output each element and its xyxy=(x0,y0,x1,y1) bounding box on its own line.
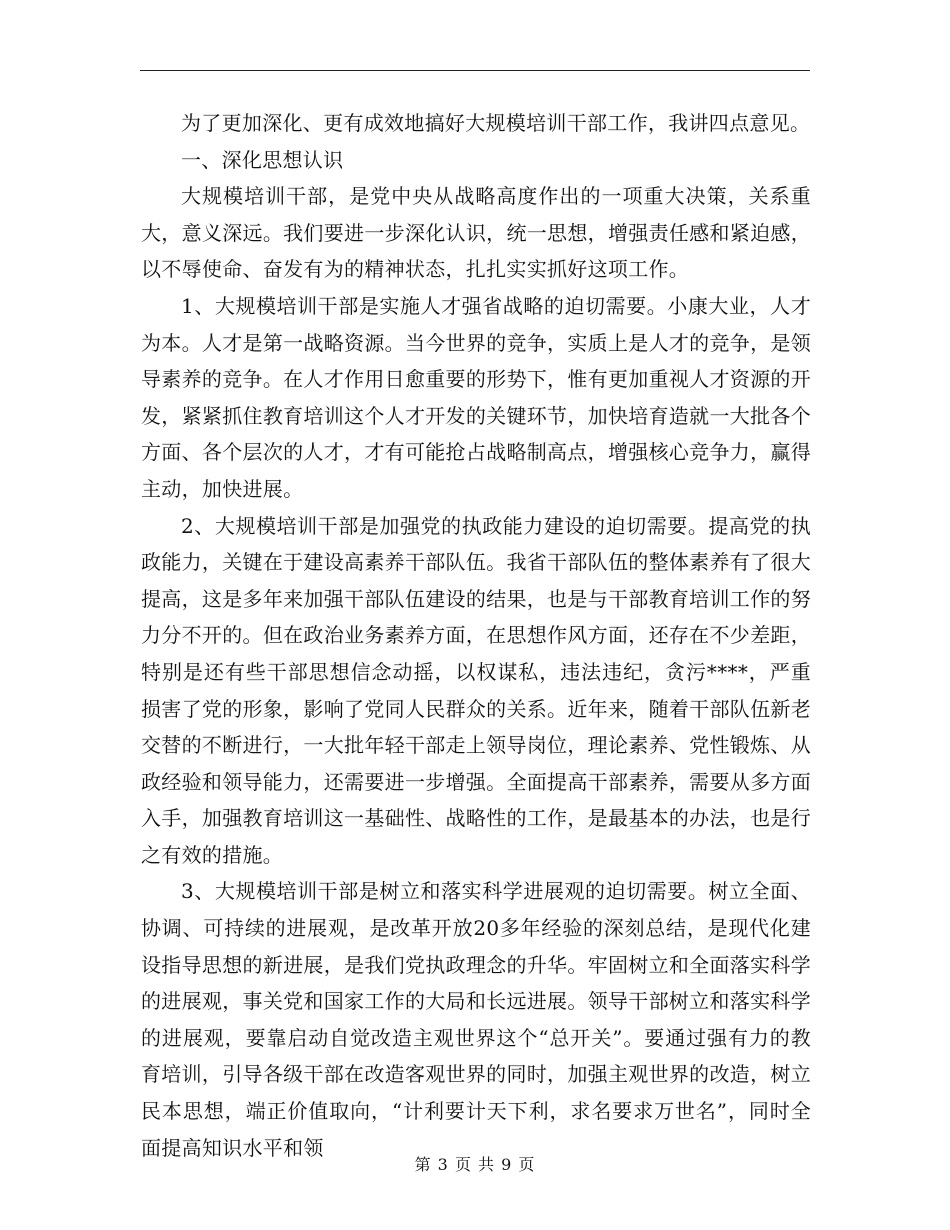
body-paragraph: 3、大规模培训干部是树立和落实科学进展观的迫切需要。树立全面、协调、可持续的进展观，是改革开放20多年经验的深刻总结，是现代化建设指导思想的新进展，是我们党执政理念的升华。牢固树立和全面落实科学的进展观，事关党和国家工作的大局和长远进展。领导干部树立和落实科学的进展观，要靠启动自觉改造主观世界这个“总开关”。要通过强有力的教育培训，引导各级干部在改造客观世界的同时，加强主观世界的改造，树立民本思想，端正价值取向，“计利要计天下利，求名要求万世名”，同时全面提高知识水平和领 xyxy=(141,879,811,1160)
page-footer: 第 3 页 共 9 页 xyxy=(414,1155,536,1174)
document-body xyxy=(141,105,811,1166)
section-heading: 一、深化思想认识 xyxy=(181,147,344,172)
header-rule xyxy=(140,70,810,71)
body-paragraph: 2、大规模培训干部是加强党的执政能力建设的迫切需要。提高党的执政能力，关键在于建设高素养干部队伍。我省干部队伍的整体素养有了很大提高，这是多年来加强干部队伍建设的结果，也是与干部教育培训工作的努力分不开的。但在政治业务素养方面，在思想作风方面，还存在不少差距，特别是还有些干部思想信念动摇，以权谋私，违法违纪，贪污****，严重损害了党的形象，影响了党同人民群众的关系。近年来，随着干部队伍新老交替的不断进行，一大批年轻干部走上领导岗位，理论素养、党性锻炼、从政经验和领导能力，还需要进一步增强。全面提高干部素养，需要从多方面入手，加强教育培训这一基础性、战略性的工作，是最基本的办法，也是行之有效的措施。 xyxy=(141,513,811,867)
body-paragraph: 大规模培训干部，是党中央从战略高度作出的一项重大决策，关系重大，意义深远。我们要进一步深化认识，统一思想，增强责任感和紧迫感，以不辱使命、奋发有为的精神状态，扎扎实实抓好这项工作。 xyxy=(141,184,811,282)
intro-paragraph: 为了更加深化、更有成效地搞好大规模培训干部工作，我讲四点意见。 xyxy=(181,111,811,135)
body-paragraph: 1、大规模培训干部是实施人才强省战略的迫切需要。小康大业，人才为本。人才是第一战略资源。当今世界的竞争，实质上是人才的竞争，是领导素养的竞争。在人才作用日愈重要的形势下，惟有更加重视人才资源的开发，紧紧抓住教育培训这个人才开发的关键环节，加快培育造就一大批各个方面、各个层次的人才，才有可能抢占战略制高点，增强核心竞争力，赢得主动，加快进展。 xyxy=(141,293,811,501)
